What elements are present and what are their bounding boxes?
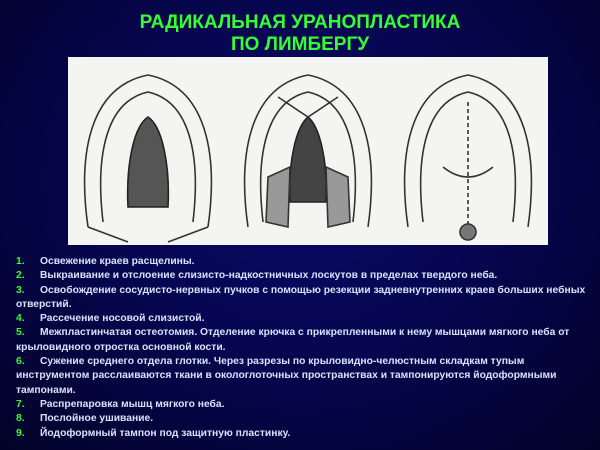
- step-number: 3.: [16, 284, 25, 296]
- step-number: 1.: [16, 256, 25, 267]
- step-item: [16, 284, 596, 313]
- palate-panel-3: [405, 75, 532, 240]
- step-item: [16, 269, 596, 283]
- palate-illustration: [68, 57, 548, 245]
- step-number: 2.: [16, 270, 25, 282]
- step-number: 5.: [16, 327, 25, 339]
- step-text: Освобождение сосудисто-нервных пучков с помощью резекции задневнутренних краев больших небных отверстий.: [16, 284, 586, 310]
- palate-panel-2: [245, 75, 372, 227]
- step-text: Йодоформный тампон под защитную пластинку.: [40, 427, 291, 439]
- step-item: [16, 255, 596, 269]
- step-text: Послойное ушивание.: [40, 413, 154, 425]
- step-text: Сужение среднего отдела глотки. Через разрезы по крыловидно-челюстным складкам тупым инструментом расслаиваются ткани в окологлоточных пространствах и тампонируются йодоформными тампонами.: [16, 356, 557, 396]
- step-text: Рассечение носовой слизистой.: [40, 313, 205, 325]
- step-item: [16, 312, 596, 326]
- step-text: Освежение краев расщелины.: [40, 256, 195, 267]
- step-text: Распрепаровка мышц мягкого неба.: [40, 398, 225, 410]
- step-item: [16, 398, 596, 412]
- procedure-steps-list: [16, 255, 596, 441]
- step-number: 4.: [16, 313, 25, 325]
- step-text: Межпластинчатая остеотомия. Отделение крючка с прикрепленными к нему мышцами мягкого неба от крыловидного отростка основной кости.: [16, 327, 570, 353]
- slide-title: [0, 12, 600, 56]
- step-number: 9.: [16, 427, 25, 439]
- step-item: [16, 355, 596, 398]
- step-number: 6.: [16, 356, 25, 368]
- title-line-2: ПО ЛИМБЕРГУ: [230, 34, 370, 55]
- palate-panel-1: [85, 75, 212, 242]
- step-number: 7.: [16, 398, 25, 410]
- step-text: Выкраивание и отслоение слизисто-надкостничных лоскутов в пределах твердого неба.: [40, 270, 498, 282]
- step-item: [16, 427, 596, 441]
- title-line-1: РАДИКАЛЬНАЯ УРАНОПЛАСТИКА: [139, 12, 461, 33]
- step-item: [16, 412, 596, 426]
- step-item: [16, 326, 596, 355]
- step-number: 8.: [16, 413, 25, 425]
